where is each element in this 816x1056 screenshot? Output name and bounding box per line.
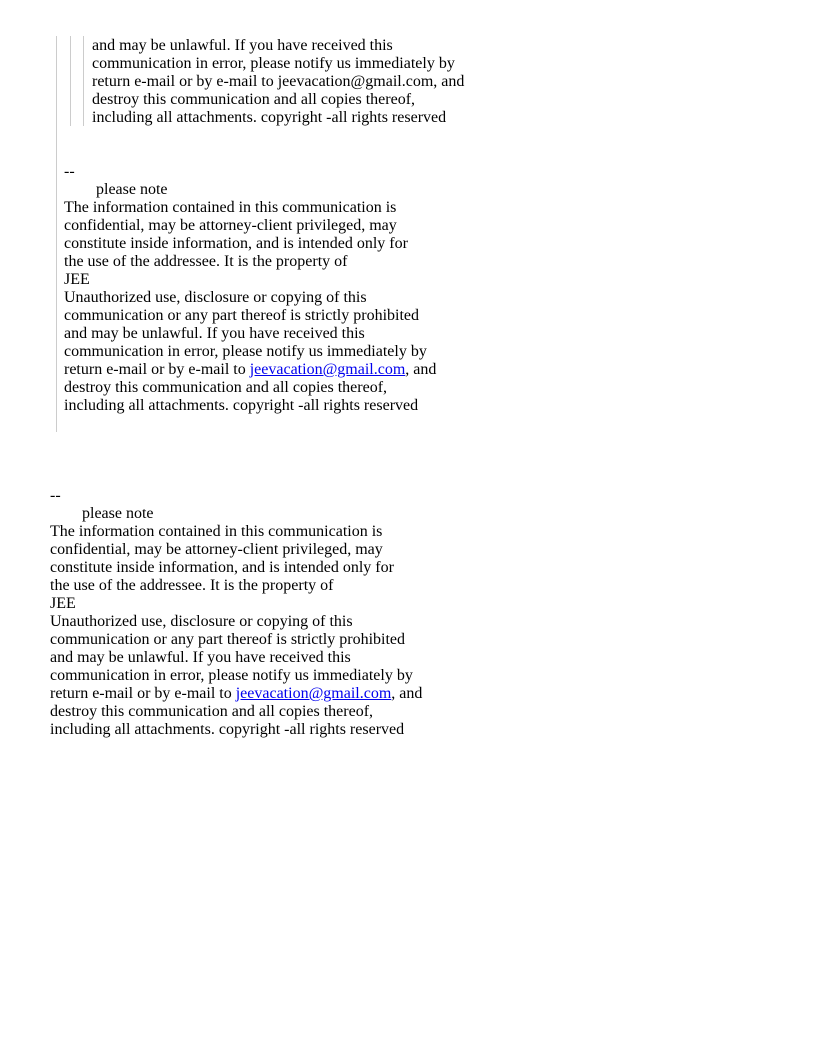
text-line: the use of the addressee. It is the property of <box>50 577 334 594</box>
email-prefix: return e-mail or by e-mail to <box>50 685 236 702</box>
text-line: communication in error, please notify us immediately by <box>92 55 455 72</box>
please-note-heading: please note <box>96 181 168 198</box>
text-line: JEE <box>64 271 90 288</box>
text-line: and may be unlawful. If you have received this <box>64 325 365 342</box>
text-line: communication or any part thereof is strictly prohibited <box>64 307 420 324</box>
text-line: The information contained in this communication is <box>50 523 383 540</box>
signature-separator: -- <box>64 163 75 180</box>
text-line: communication or any part thereof is strictly prohibited <box>50 631 406 648</box>
email-prefix: return e-mail or by e-mail to <box>64 361 250 378</box>
text-line: and may be unlawful. If you have received this <box>50 649 351 666</box>
text-line: including all attachments. copyright -all rights reserved <box>92 109 447 126</box>
email-suffix: , and <box>391 685 423 702</box>
text-line: communication in error, please notify us immediately by <box>50 667 413 684</box>
email-link[interactable]: jeevacation@gmail.com <box>235 685 392 702</box>
signature-separator: -- <box>50 487 61 504</box>
text-line: the use of the addressee. It is the property of <box>64 253 348 270</box>
text-line: destroy this communication and all copies thereof, <box>64 379 388 396</box>
email-line <box>50 685 422 703</box>
email-line <box>64 361 436 379</box>
text-line: confidential, may be attorney-client privileged, may <box>50 541 383 558</box>
text-line: including all attachments. copyright -all rights reserved <box>50 721 405 738</box>
text-line: destroy this communication and all copies thereof, <box>92 91 416 108</box>
text-line: constitute inside information, and is intended only for <box>64 235 408 252</box>
text-line: destroy this communication and all copies thereof, <box>50 703 374 720</box>
text-line: and may be unlawful. If you have received this <box>92 37 393 54</box>
please-note-heading: please note <box>82 505 154 522</box>
email-link[interactable]: jeevacation@gmail.com <box>249 361 406 378</box>
quote-bar-outer <box>56 36 57 432</box>
signature-disclaimer <box>50 487 422 739</box>
text-line: communication in error, please notify us immediately by <box>64 343 427 360</box>
text-line: Unauthorized use, disclosure or copying of this <box>50 613 353 630</box>
text-line: return e-mail or by e-mail to jeevacation@gmail.com, and <box>92 73 465 90</box>
text-line: including all attachments. copyright -all rights reserved <box>64 397 419 414</box>
quote-bar-middle <box>70 36 71 126</box>
text-line: Unauthorized use, disclosure or copying of this <box>64 289 367 306</box>
email-suffix: , and <box>405 361 437 378</box>
quote-bar-inner <box>83 36 84 126</box>
text-line: The information contained in this communication is <box>64 199 397 216</box>
text-line: constitute inside information, and is intended only for <box>50 559 394 576</box>
quoted-disclaimer-fragment <box>92 37 464 127</box>
quoted-signature-disclaimer <box>64 163 436 415</box>
text-line: confidential, may be attorney-client privileged, may <box>64 217 397 234</box>
text-line: JEE <box>50 595 76 612</box>
